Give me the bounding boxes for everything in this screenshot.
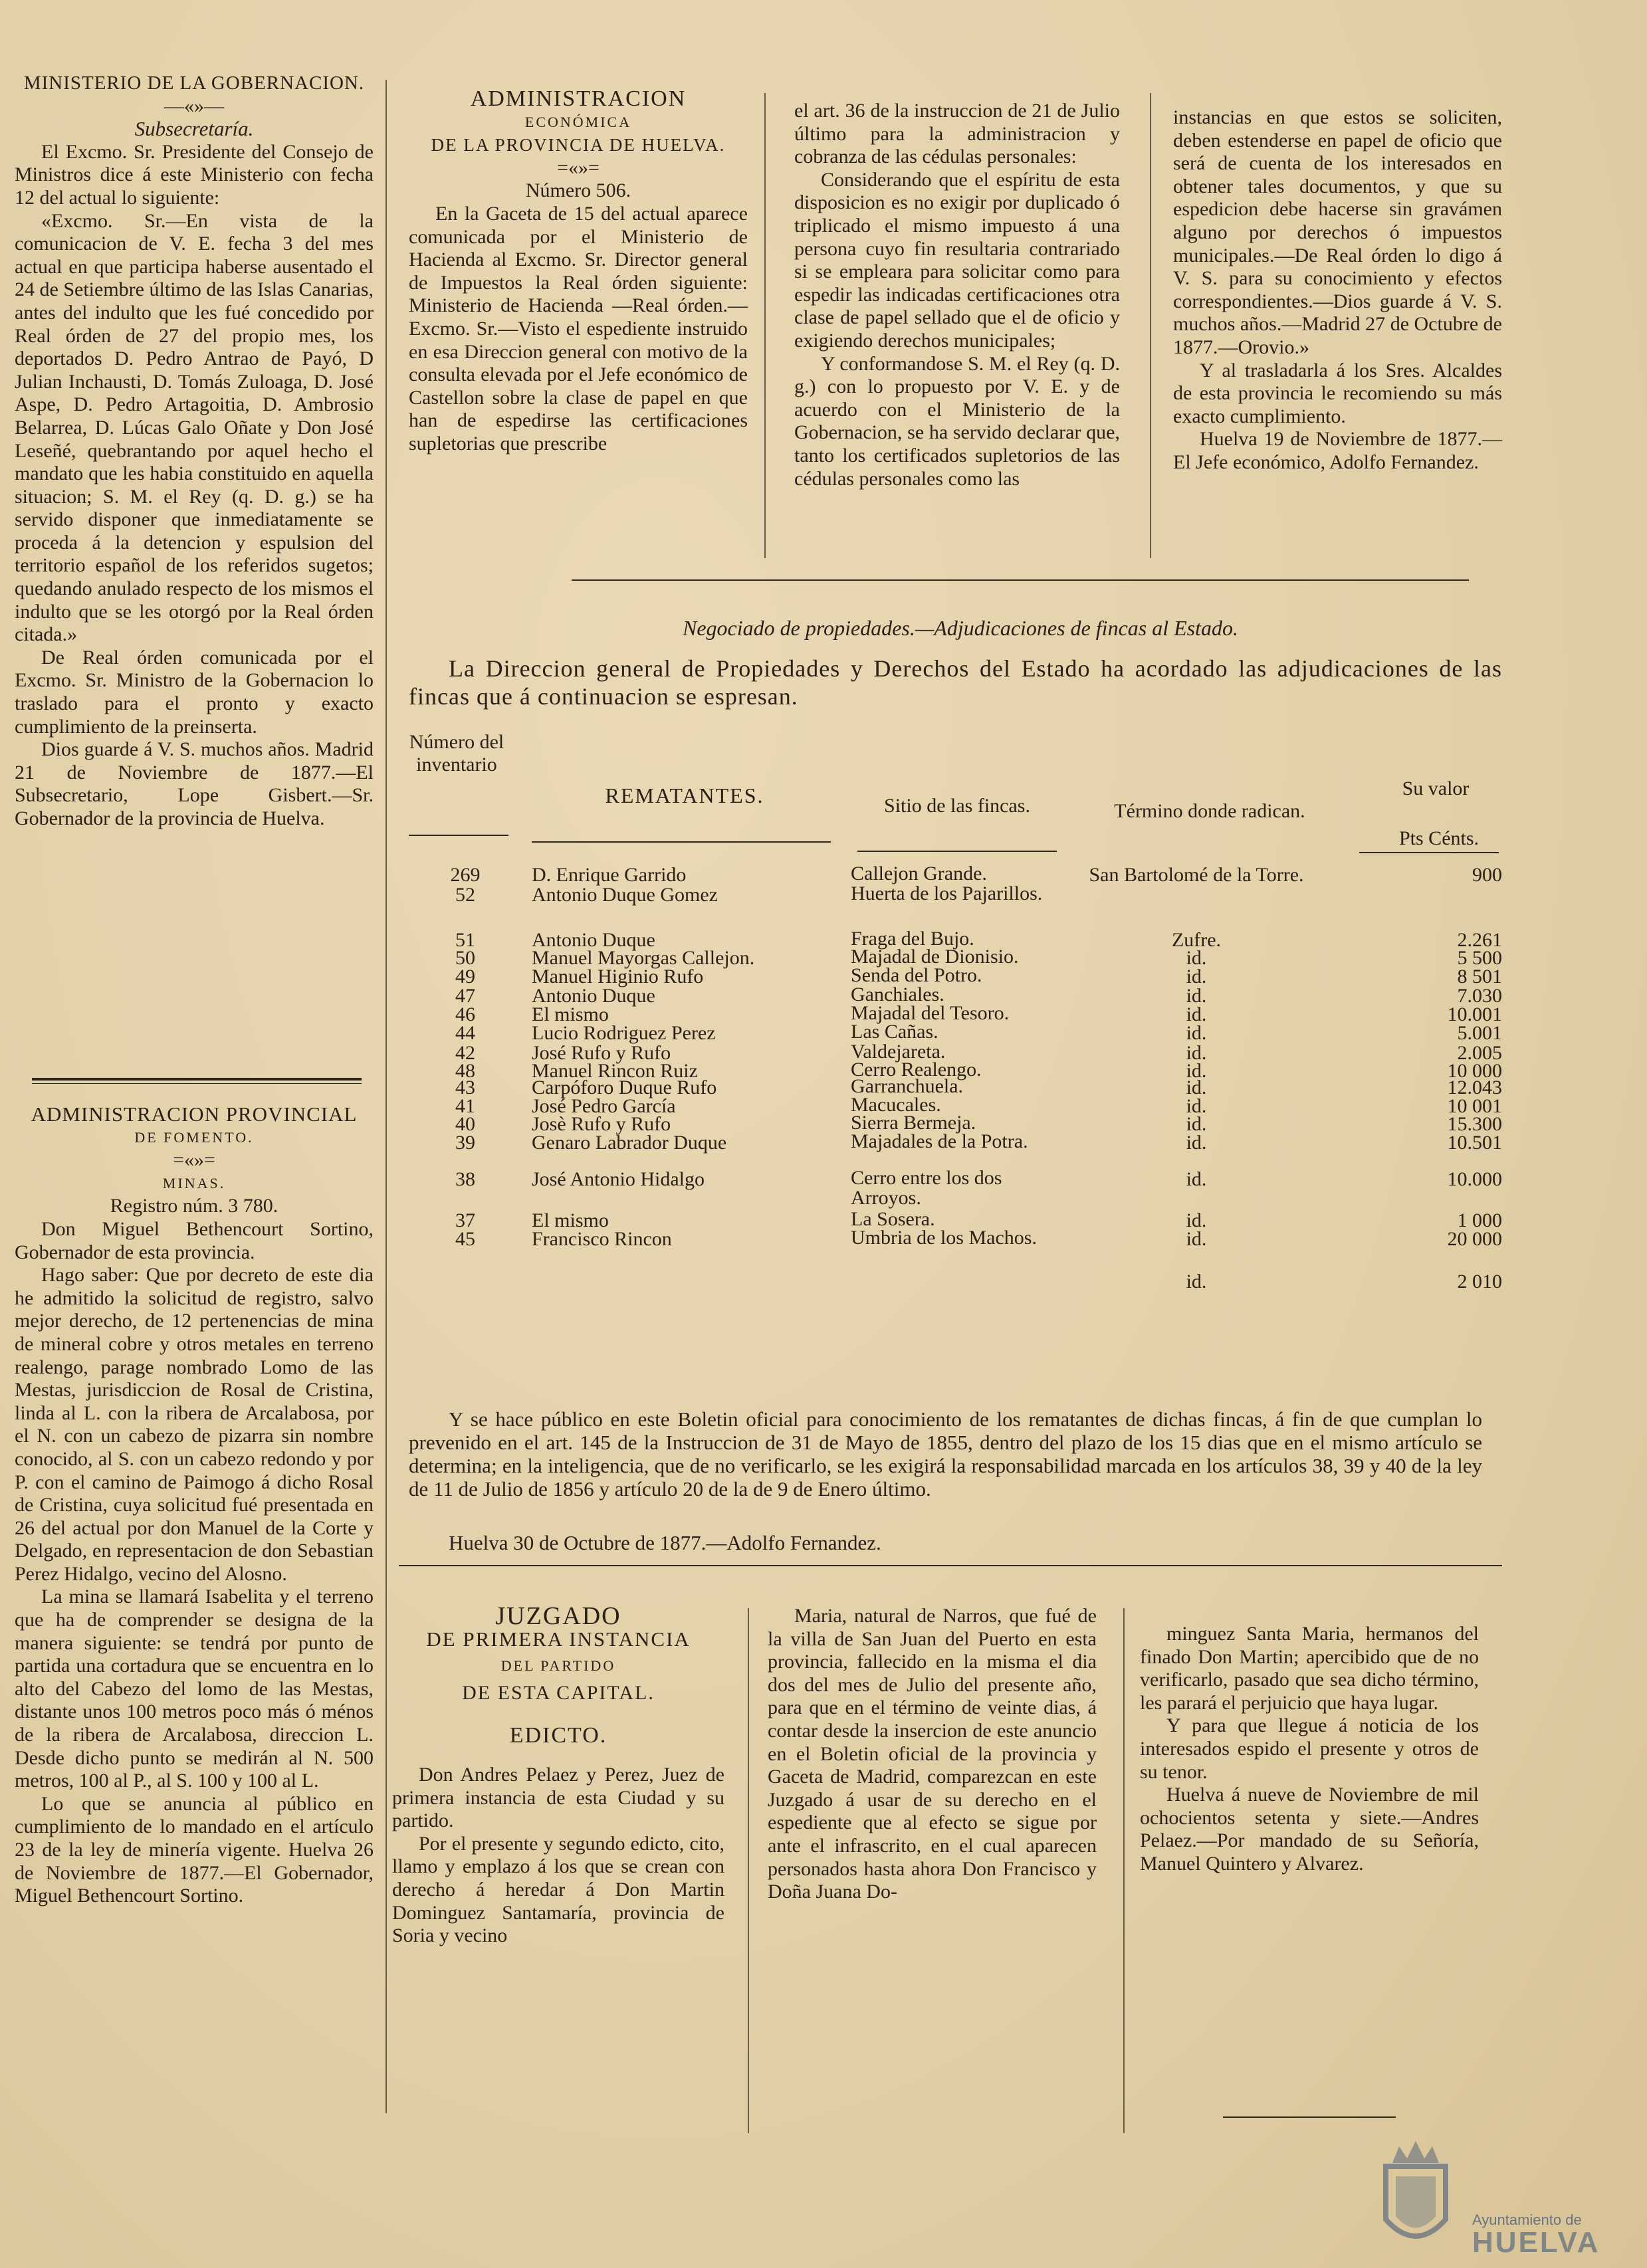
termino: id.	[1186, 966, 1207, 987]
inventory-number: 45	[455, 1228, 475, 1250]
huelva-signature: Huelva 19 de Noviembre de 1877.—El Jefe económico, Adolfo Fernandez.	[1173, 428, 1502, 473]
decree-paragraph-3: De Real órden comunicada por el Excmo. Sr. Ministro de la Gobernacion lo traslado para el pronto y exacto cumplimiento de la preinserta.	[15, 646, 374, 738]
rematante-name: Manuel Mayorgas Callejon.	[532, 947, 755, 969]
header-underline	[532, 841, 831, 843]
rematante-name: Manuel Higinio Rufo	[532, 966, 704, 987]
column-separator	[385, 80, 387, 2113]
header-sitio: Sitio de las fincas.	[884, 795, 1030, 817]
valor: 900	[1472, 864, 1502, 886]
hacienda-paragraph: En la Gaceta de 15 del actual aparece comunicada por el Ministerio de Hacienda al Excmo. Sr. Director general de Impuestos la Real órden siguiente: Ministerio de Hacienda —Real órden.—Excmo. Sr.—Visto el espediente instruido en esa Direccion general con motivo de la consulta elevada por el Jefe económico de Castellon sobre la clase de papel en que han de espedirse las certificaciones supletorias que prescribe	[409, 202, 748, 455]
inventory-number: 48	[455, 1060, 475, 1082]
valor: 5 500	[1457, 947, 1502, 969]
rematante-name: Antonio Duque	[532, 985, 655, 1007]
column-juzgado-header	[392, 1602, 724, 1948]
edicto-body-4: Y para que llegue á noticia de los interesados espido el presente y otros de su tenor.	[1140, 1714, 1479, 1783]
inventory-number: 47	[455, 985, 475, 1007]
juzgado-title: JUZGADO	[495, 1602, 621, 1630]
column-hacienda-continued	[794, 100, 1120, 490]
closing-rule	[1223, 2116, 1396, 2118]
mining-paragraph-1: Don Miguel Bethencourt Sortino, Gobernador de esta provincia.	[15, 1217, 374, 1263]
inventory-number: 43	[455, 1077, 475, 1098]
rematante-name: Antonio Duque	[532, 929, 655, 951]
finca-site: Sierra Bermeja.	[851, 1112, 976, 1134]
finca-site: Majadal del Tesoro.	[851, 1002, 1010, 1024]
header-valor-units: Pts Cénts.	[1398, 827, 1480, 849]
header-underline	[857, 851, 1057, 852]
valor: 20 000	[1447, 1228, 1502, 1250]
header-numero-inventario: Número del inventario	[409, 731, 504, 775]
adjudicaciones-footer: Y se hace público en este Boletin oficial para conocimiento de los rematantes de dichas fincas, á fin de que cumplan lo prevenido en el art. 145 de la Instruccion de 31 de Mayo de 1855, dentro del plazo de los 15 dias que en el mismo artículo se determina; en la inteligencia, que de no verificarlo, se les exigirá la responsabilidad marcada en los artículos 38, 39 y 40 de la ley de 11 de Julio de 1856 y artículo 20 de la de 9 de Enero último.	[409, 1407, 1482, 1500]
finca-site: La Sosera.	[851, 1208, 935, 1230]
rematante-name: Manuel Rincon Ruiz	[532, 1060, 698, 1082]
inventory-number: 52	[455, 884, 475, 906]
inventory-number: 46	[455, 1003, 475, 1025]
valor: 10.000	[1447, 1168, 1502, 1190]
termino: id.	[1186, 1077, 1207, 1098]
column-separator	[1123, 1608, 1125, 2133]
edicto-body-1: Por el presente y segundo edicto, cito, llamo y emplazo á los que se crean con derecho á heredar á Don Martin Dominguez Santamaría, provincia de Soria y vecino	[392, 1832, 724, 1947]
rematante-name: José Antonio Hidalgo	[532, 1168, 705, 1190]
valor: 10 001	[1447, 1095, 1502, 1117]
traslado-paragraph: Y al trasladarla á los Sres. Alcaldes de esta provincia le recomiendo su más exacto cumplimiento.	[1173, 359, 1502, 427]
rematante-name: Antonio Duque Gomez	[532, 884, 718, 906]
inventory-number: 42	[455, 1042, 475, 1064]
section-divider	[572, 579, 1469, 581]
fomento-subtitle: DE FOMENTO.	[134, 1128, 254, 1146]
edicto-juez: Don Andres Pelaez y Perez, Juez de primera instancia de esta Ciudad y su partido.	[392, 1763, 724, 1832]
edicto-signature: Huelva á nueve de Noviembre de mil ochocientos setenta y siete.—Andres Pelaez.—Por mandado de su Señoría, Manuel Quintero y Alvarez.	[1140, 1784, 1479, 1875]
considerando-paragraph: Considerando que el espíritu de esta disposicion es no exigir por duplicado ó triplicado el mismo impuesto á una persona cuyo fin resultaria contrariado si se empleara para solicitar como para espedir las indicadas certificaciones otra clase de papel sellado que el de oficio y exigiendo derechos municipales;	[794, 168, 1120, 352]
valor: 5.001	[1457, 1022, 1502, 1044]
termino: id.	[1186, 1228, 1207, 1250]
administracion-title: ADMINISTRACION	[470, 86, 687, 111]
finca-site: Majadales de la Potra.	[851, 1130, 1028, 1152]
finca-site: Majadal de Dionisio.	[851, 946, 1019, 968]
finca-site: Umbria de los Machos.	[851, 1227, 1037, 1249]
header-underline	[1359, 852, 1499, 853]
rematante-name: Josè Rufo y Rufo	[532, 1113, 671, 1135]
rematante-name: José Rufo y Rufo	[532, 1042, 671, 1064]
rematante-name: El mismo	[532, 1003, 609, 1025]
adjudicaciones-signature: Huelva 30 de Octubre de 1877.—Adolfo Fernandez.	[449, 1531, 881, 1554]
inventory-number: 49	[455, 966, 475, 987]
rematante-name: José Pedro García	[532, 1095, 676, 1117]
inventory-number: 44	[455, 1022, 475, 1044]
minas-label: MINAS.	[162, 1174, 226, 1191]
header-underline	[409, 835, 508, 836]
inventory-number: 37	[455, 1209, 475, 1231]
column-fomento	[15, 1103, 374, 1908]
ayuntamiento-watermark	[1372, 2126, 1638, 2259]
finca-site: Senda del Potro.	[851, 964, 982, 986]
finca-site: Macucales.	[851, 1094, 941, 1116]
valor: 7.030	[1457, 985, 1502, 1007]
column-separator	[748, 1608, 749, 2133]
registro-number: Registro núm. 3 780.	[110, 1195, 278, 1217]
ornament: =«»=	[557, 156, 600, 179]
watermark-line-2: HUELVA	[1472, 2226, 1600, 2259]
table-row	[419, 884, 1522, 908]
section-divider	[399, 1565, 1502, 1566]
termino: Zufre.	[1171, 929, 1222, 951]
termino: id.	[1186, 1003, 1207, 1025]
inventory-number: 39	[455, 1132, 475, 1154]
valor: 2.261	[1457, 929, 1502, 951]
finca-site: Callejon Grande.	[851, 863, 987, 884]
juzgado-subtitle-3: DE ESTA CAPITAL.	[462, 1681, 655, 1704]
ministry-title: MINISTERIO DE LA GOBERNACION.	[23, 72, 365, 94]
termino: id.	[1186, 985, 1207, 1007]
watermark-line-1: Ayuntamiento de	[1472, 2212, 1582, 2228]
numero-label: Número 506.	[525, 179, 631, 202]
finca-site: Huerta de los Pajarillos.	[851, 882, 1043, 904]
inventory-number: 50	[455, 947, 475, 969]
rematante-name: El mismo	[532, 1209, 609, 1231]
ornament: —«»—	[164, 94, 224, 117]
column-juzgado-right	[1140, 1623, 1479, 1876]
column-administracion-economica	[409, 88, 748, 456]
header-rematantes: REMATANTES.	[605, 783, 764, 807]
finca-site: Ganchiales.	[851, 983, 944, 1005]
rematante-name: Francisco Rincon	[532, 1228, 672, 1250]
adjudicaciones-intro: La Direccion general de Propiedades y Derechos del Estado ha acordado las adjudicaciones de las fincas que á continuacion se espresan.	[409, 655, 1502, 710]
real-orden-paragraph: instancias en que estos se soliciten, deben estenderse en papel de oficio que será de cuenta de los interesados en obtener tales documentos, y que su espedicion debe hacerse sin gravámen alguno por derechos ó impuestos municipales.—De Real órden lo digo á V. S. para su conocimiento y efectos correspondientes.—Dios guarde á V. S. muchos años.—Madrid 27 de Octubre de 1877.—Orovio.»	[1173, 106, 1502, 358]
termino: id.	[1186, 1095, 1207, 1117]
mining-paragraph-2: Hago saber: Que por decreto de este dia he admitido la solicitud de registro, salvo mejor derecho, de 12 pertenencias de mina de mineral cobre y otros metales en terreno realengo, parage nombrado Lomo de las Mestas, jurisdiccion de Rosal de Cristina, linda al L. con la ribera de Arcalabosa, por el N. con un cabezo de pizarra sin nombre conocido, al S. con un cabezo redondo y por P. con el camino de Paimogo á dicho Rosal de Cristina, cuya solicitud fué presentada en 26 del actual por don Manuel de la Corte y Delgado, en representacion de don Sebastian Perez Hidalgo, vecino del Alosno.	[15, 1264, 374, 1585]
ornament: =«»=	[173, 1149, 215, 1172]
column-separator	[764, 93, 766, 558]
decree-paragraph-4: Dios guarde á V. S. muchos años. Madrid 21 de Noviembre de 1877.—El Subsecretario, Lope Gisbert.—Sr. Gobernador de la provincia de Huelva.	[15, 738, 374, 829]
valor: 1 000	[1457, 1209, 1502, 1231]
termino: id.	[1186, 1271, 1207, 1292]
finca-site: Fraga del Bujo.	[851, 928, 974, 950]
hacienda-continuation: el art. 36 de la instruccion de 21 de Julio último para la administracion y cobranza de las cédulas personales:	[794, 100, 1120, 168]
termino: id.	[1186, 1042, 1207, 1064]
column-separator	[1150, 93, 1151, 558]
finca-site: Cerro Realengo.	[851, 1059, 982, 1081]
section-divider-thin	[32, 1083, 362, 1084]
adjudication-table	[419, 864, 1522, 1395]
edicto-body-2: Maria, natural de Narros, que fué de la villa de San Juan del Puerto en esta provincia, fallecido en la misma el dia dos del mes de Julio del presente año, para que en el término de veinte dias, á contar desde la insercion de este anuncio en el Boletin oficial de la provincia y Gaceta de Madrid, comparezcan en este Juzgado á usar de su derecho en el espediente que al efecto se sigue por ante el infrascrito, en el cual aparecen personados hasta ahora Don Francisco y Doña Juana Do-	[768, 1605, 1097, 1903]
valor: 8 501	[1457, 966, 1502, 987]
decree-paragraph-2: «Excmo. Sr.—En vista de la comunicacion de V. E. fecha 3 del mes actual en que participa haberse ausentado el 24 de Setiembre último de las Islas Canarias, antes del indulto que les fué concedido por Real órden de 27 del propio mes, los deportados D. Pedro Antrao de Payó, D Julian Inchausti, D. Tomás Zuloaga, D. José Aspe, D. Pedro Artagoitia, D. Ambrosio Belarrea, D. Lúcas Galo Oñate y Don José Leseñé, quebrantando por aquel hecho el mandato que les habia constituido en aquella situacion; S. M. el Rey (q. D. g.) se ha servido disponer que inmediatamente se proceda á la detencion y espulsion del territorio español de los referidos sugetos; quedando anulado respecto de los mismos el indulto que se les otorgó por la Real órden citada.»	[15, 209, 374, 646]
inventory-number: 51	[455, 929, 475, 951]
termino: id.	[1186, 1132, 1207, 1154]
inventory-number: 38	[455, 1168, 475, 1190]
valor: 15.300	[1447, 1113, 1502, 1135]
section-divider	[32, 1078, 362, 1081]
finca-site: Valdejareta.	[851, 1041, 946, 1063]
termino: id.	[1186, 1060, 1207, 1082]
table-row	[419, 1167, 1522, 1209]
fomento-title: ADMINISTRACION PROVINCIAL	[31, 1102, 358, 1126]
column-juzgado-middle	[768, 1605, 1097, 1904]
inventory-number: 269	[450, 864, 481, 886]
valor: 2.005	[1457, 1042, 1502, 1064]
column-real-orden	[1173, 106, 1502, 474]
subsecretaria-subtitle: Subsecretaría.	[134, 117, 254, 141]
valor: 10.501	[1447, 1132, 1502, 1154]
termino: id.	[1186, 1168, 1207, 1190]
valor: 10.001	[1447, 1003, 1502, 1025]
termino: id.	[1186, 1113, 1207, 1135]
table-row	[419, 1132, 1522, 1156]
inventory-number: 40	[455, 1113, 475, 1135]
column-gobernacion	[15, 72, 374, 831]
economica-subtitle: ECONÓMICA	[524, 113, 632, 130]
mining-paragraph-4: Lo que se anuncia al público en cumplimiento de lo mandado en el artículo 23 de la ley de minería vigente. Huelva 26 de Noviembre de 1877.—El Gobernador, Miguel Bethencourt Sortino.	[15, 1792, 374, 1907]
rematante-name: Lucio Rodriguez Perez	[532, 1022, 716, 1044]
decree-paragraph-1: El Excmo. Sr. Presidente del Consejo de Ministros dice á este Ministerio con fecha 12 del actual lo siguiente:	[15, 140, 374, 209]
provincia-subtitle: DE LA PROVINCIA DE HUELVA.	[431, 135, 726, 155]
juzgado-subtitle-1: DE PRIMERA INSTANCIA	[426, 1627, 691, 1651]
valor: 10 000	[1447, 1060, 1502, 1082]
rematante-name: Genaro Labrador Duque	[532, 1132, 727, 1154]
finca-site: Garranchuela.	[851, 1075, 964, 1097]
finca-site: Las Cañas.	[851, 1021, 938, 1043]
termino: id.	[1186, 1022, 1207, 1044]
valor: 2 010	[1457, 1271, 1502, 1292]
rematante-name: Carpóforo Duque Rufo	[532, 1077, 717, 1098]
rematante-name: D. Enrique Garrido	[532, 864, 687, 886]
valor: 12.043	[1447, 1077, 1502, 1098]
table-row	[419, 1228, 1522, 1253]
edicto-body-3: minguez Santa Maria, hermanos del finado Don Martin; apercibido que de no verificarlo, pasado que sea dicho término, les parará el perjuicio que haya lugar.	[1140, 1623, 1479, 1714]
table-row	[419, 1271, 1522, 1295]
finca-site: Cerro entre los dos Arroyos.	[851, 1167, 1002, 1209]
inventory-number: 41	[455, 1095, 475, 1117]
edicto-title: EDICTO.	[509, 1723, 607, 1748]
termino: id.	[1186, 1209, 1207, 1231]
header-termino: Término donde radican.	[1114, 800, 1305, 822]
conformandose-paragraph: Y conformandose S. M. el Rey (q. D. g.) con lo propuesto por V. E. y de acuerdo con el Ministerio de la Gobernacion, se ha servido declarar que, tanto los certificados supletorios de las cédulas personales como las	[794, 352, 1120, 490]
adjudicaciones-heading: Negociado de propiedades.—Adjudicaciones de fincas al Estado.	[682, 616, 1238, 640]
termino: id.	[1186, 947, 1207, 969]
crest-icon	[1372, 2126, 1459, 2259]
mining-paragraph-3: La mina se llamará Isabelita y el terreno que ha de comprender se designa de la manera siguiente: se tendrá por punto de partida una cortadura que se encuentra en lo alto del Cabezo del lomo de las Mestas, distante unos 100 metros poco más ó ménos de la ribera de Arcalabosa, direccion L. Desde dicho punto se medirán al N. 500 metros, 100 al P., al S. 100 y 100 al L.	[15, 1586, 374, 1792]
header-valor: Su valor	[1402, 777, 1470, 799]
termino: San Bartolomé de la Torre.	[1089, 864, 1304, 886]
juzgado-subtitle-2: DEL PARTIDO	[500, 1657, 616, 1675]
